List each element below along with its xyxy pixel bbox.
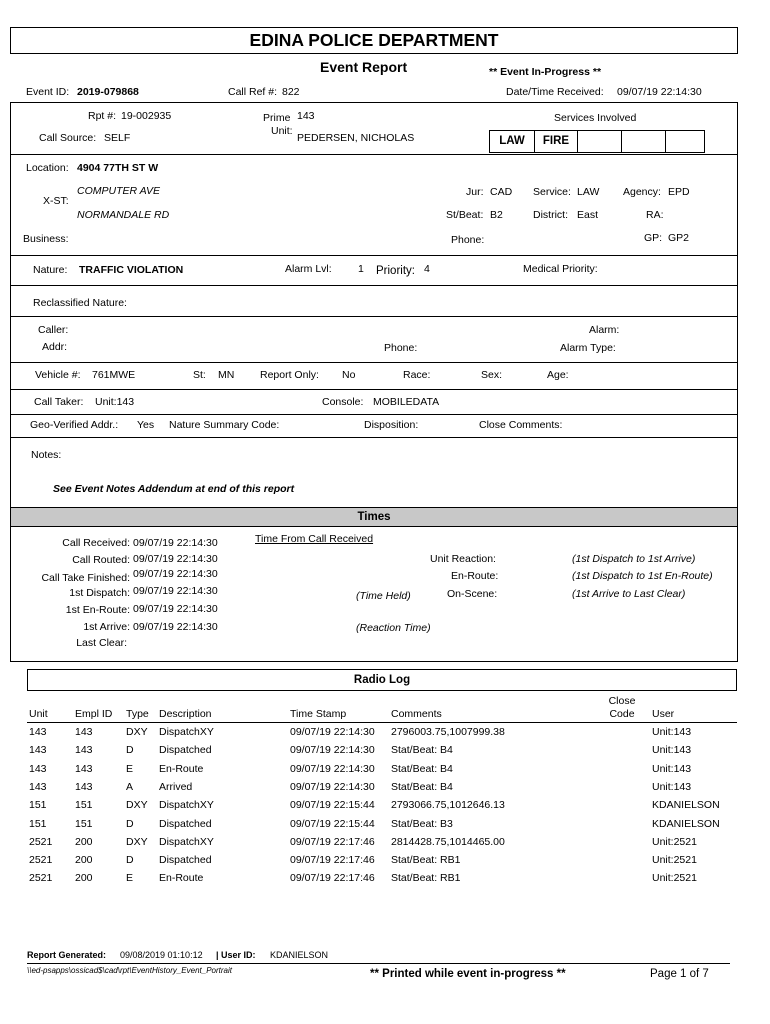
last-clear-label: Last Clear: <box>76 637 127 649</box>
report-generated-label: Report Generated: <box>27 950 107 960</box>
cell-description: DispatchXY <box>159 835 214 848</box>
cell-user: Unit:2521 <box>652 854 697 867</box>
cell-comments: Stat/Beat: B3 <box>391 817 453 830</box>
cell-type: D <box>126 744 134 757</box>
time-held: (Time Held) <box>356 590 411 602</box>
column-unit: Unit <box>29 708 48 720</box>
first-dispatch-label: 1st Dispatch: <box>69 587 130 599</box>
prime-label: Prime <box>263 112 291 124</box>
call-ref: 822 <box>282 86 300 98</box>
divider <box>10 389 738 390</box>
cell-time-stamp: 09/07/19 22:17:46 <box>290 835 375 848</box>
table-row <box>0 781 770 799</box>
service-fire: FIRE <box>534 130 578 153</box>
cell-time-stamp: 09/07/19 22:14:30 <box>290 726 375 738</box>
call-source-label: Call Source: <box>39 132 97 144</box>
divider <box>10 316 738 317</box>
unit-officer: PEDERSEN, NICHOLAS <box>297 132 415 144</box>
call-routed-label: Call Routed: <box>72 554 130 566</box>
divider <box>10 437 738 438</box>
service-law: LAW <box>489 130 535 153</box>
cell-user: KDANIELSON <box>652 817 720 830</box>
table-row <box>0 799 770 817</box>
cell-unit: 151 <box>29 817 47 830</box>
notes-label: Notes: <box>31 449 62 461</box>
service-slot <box>665 130 705 153</box>
cell-user: Unit:143 <box>652 744 692 757</box>
cross-street-1: COMPUTER AVE <box>77 185 161 197</box>
vehicle-label: Vehicle #: <box>35 369 81 381</box>
district-value: East <box>577 209 599 221</box>
cell-unit: 2521 <box>29 872 53 885</box>
cell-empl-id: 200 <box>75 835 93 848</box>
geo-verified-label: Geo-Verified Addr.: <box>30 419 119 431</box>
rpt-label: Rpt #: <box>88 110 117 122</box>
cell-unit: 2521 <box>29 835 53 848</box>
agency-label: Agency: <box>623 186 661 198</box>
datetime-received: 09/07/19 22:14:30 <box>617 86 702 98</box>
close-comments-label: Close Comments: <box>479 419 563 431</box>
cell-time-stamp: 09/07/19 22:14:30 <box>290 744 375 757</box>
column-close: Close <box>608 695 636 707</box>
cell-comments: Stat/Beat: B4 <box>391 744 453 757</box>
cell-time-stamp: 09/07/19 22:17:46 <box>290 872 375 885</box>
cell-type: D <box>126 817 134 830</box>
report-only-label: Report Only: <box>260 369 319 381</box>
gp-label: GP: <box>644 232 663 244</box>
table-row <box>0 854 770 872</box>
event-status-banner: ** Event In-Progress ** <box>489 66 602 78</box>
cell-user: Unit:143 <box>652 762 692 775</box>
divider <box>10 362 738 363</box>
cell-type: D <box>126 854 134 867</box>
state-value: MN <box>218 369 235 381</box>
cell-user: Unit:2521 <box>652 872 697 885</box>
priority-label: Priority: <box>376 265 415 277</box>
reclassified-nature-label: Reclassified Nature: <box>33 297 127 309</box>
time-from-call-received: Time From Call Received <box>255 533 374 545</box>
column-type: Type <box>126 708 149 720</box>
radio-log-header: Radio Log <box>27 669 737 691</box>
phone-label: Phone: <box>451 234 485 246</box>
cell-unit: 143 <box>29 762 47 775</box>
alarm-level-label: Alarm Lvl: <box>285 263 332 275</box>
nature-summary-label: Nature Summary Code: <box>169 419 280 431</box>
district-label: District: <box>533 209 568 221</box>
service-label: Service: <box>533 186 571 198</box>
call-taker: Unit:143 <box>95 396 135 408</box>
cell-empl-id: 200 <box>75 854 93 867</box>
onscene-note: (1st Arrive to Last Clear) <box>572 588 686 600</box>
cross-street-2: NORMANDALE RD <box>77 209 170 221</box>
cell-user: KDANIELSON <box>652 799 720 812</box>
medical-priority-label: Medical Priority: <box>523 263 598 275</box>
console-value: MOBILEDATA <box>373 396 440 408</box>
state-label: St: <box>193 369 206 381</box>
column-user: User <box>652 708 675 720</box>
priority-value: 4 <box>424 263 430 275</box>
location-label: Location: <box>26 162 69 174</box>
column-code: Code <box>609 708 635 720</box>
table-row <box>0 872 770 890</box>
stbeat-label: St/Beat: <box>446 209 484 221</box>
nature-label: Nature: <box>33 264 68 276</box>
console-label: Console: <box>322 396 364 408</box>
first-enroute-label: 1st En-Route: <box>65 604 130 616</box>
call-received-label: Call Received: <box>62 537 130 549</box>
cell-unit: 143 <box>29 726 47 738</box>
call-take-finished-label: Call Take Finished: <box>41 572 130 584</box>
divider <box>10 285 738 286</box>
caller-alarm-label: Alarm: <box>589 324 620 336</box>
cell-unit: 143 <box>29 780 47 793</box>
first-arrive: 09/07/19 22:14:30 <box>133 621 218 633</box>
alarm-type-label: Alarm Type: <box>560 342 616 354</box>
cell-user: Unit:2521 <box>652 835 697 848</box>
cell-type: E <box>126 872 134 885</box>
report-only-value: No <box>342 369 356 381</box>
report-path: \\ed-psapps\ossicad$\cad\rpt\EventHistory_Event_Portrait <box>27 966 232 975</box>
event-id-label: Event ID: <box>26 86 70 98</box>
cell-user: Unit:143 <box>652 780 692 793</box>
column-comments: Comments <box>391 708 442 720</box>
table-row <box>0 818 770 836</box>
reaction-time: (Reaction Time) <box>356 622 431 634</box>
cell-description: Dispatched <box>159 854 212 867</box>
radio-log-header-rule <box>27 722 737 723</box>
cell-time-stamp: 09/07/19 22:15:44 <box>290 817 375 830</box>
cell-description: DispatchXY <box>159 799 214 812</box>
first-enroute: 09/07/19 22:14:30 <box>133 603 218 615</box>
service-value: LAW <box>577 186 600 198</box>
cell-empl-id: 151 <box>75 799 93 812</box>
cell-empl-id: 143 <box>75 780 93 793</box>
alarm-level: 1 <box>358 263 364 275</box>
cell-comments: 2793066.75,1012646.13 <box>391 799 505 812</box>
enroute-label: En-Route: <box>451 570 499 582</box>
services-involved-label: Services Involved <box>554 112 637 124</box>
gp-value: GP2 <box>668 232 690 244</box>
agency-value: EPD <box>668 186 690 198</box>
cell-comments: Stat/Beat: B4 <box>391 780 453 793</box>
cell-time-stamp: 09/07/19 22:14:30 <box>290 762 375 775</box>
unit-reaction-note: (1st Dispatch to 1st Arrive) <box>572 553 696 565</box>
report-title: Event Report <box>320 59 408 75</box>
service-slot <box>577 130 622 153</box>
geo-verified-value: Yes <box>137 419 155 431</box>
cell-type: E <box>126 762 134 775</box>
cell-comments: Stat/Beat: B4 <box>391 762 453 775</box>
unit-reaction-label: Unit Reaction: <box>430 553 496 565</box>
call-received: 09/07/19 22:14:30 <box>133 537 218 549</box>
call-routed: 09/07/19 22:14:30 <box>133 553 218 565</box>
call-ref-label: Call Ref #: <box>228 86 278 98</box>
vehicle-plate: 761MWE <box>92 369 136 381</box>
cell-description: En-Route <box>159 762 204 775</box>
cell-comments: 2814428.75,1014465.00 <box>391 835 505 848</box>
first-arrive-label: 1st Arrive: <box>83 621 130 633</box>
cell-user: Unit:143 <box>652 726 692 738</box>
enroute-note: (1st Dispatch to 1st En-Route) <box>572 570 713 582</box>
caller-label: Caller: <box>38 324 69 336</box>
page-number: Page 1 of 7 <box>650 968 709 980</box>
cell-comments: Stat/Beat: RB1 <box>391 854 461 867</box>
cell-unit: 143 <box>29 744 47 757</box>
xst-label: X-ST: <box>43 195 69 207</box>
column-time-stamp: Time Stamp <box>290 708 347 720</box>
cell-description: Dispatched <box>159 817 212 830</box>
column-empl-id: Empl ID <box>75 708 113 720</box>
times-section-header: Times <box>10 507 738 527</box>
table-row <box>0 744 770 762</box>
cell-comments: 2796003.75,1007999.38 <box>391 726 505 738</box>
cell-empl-id: 200 <box>75 872 93 885</box>
cell-unit: 2521 <box>29 854 53 867</box>
cell-description: Arrived <box>159 780 193 793</box>
notes-addendum: See Event Notes Addendum at end of this report <box>53 483 295 495</box>
cell-type: DXY <box>126 726 148 738</box>
call-take-finished: 09/07/19 22:14:30 <box>133 568 218 580</box>
table-row <box>0 726 770 744</box>
nature-value: TRAFFIC VIOLATION <box>79 264 184 276</box>
printed-note: ** Printed while event in-progress ** <box>370 968 566 980</box>
cell-empl-id: 143 <box>75 762 93 775</box>
event-id: 2019-079868 <box>77 86 139 98</box>
cell-description: DispatchXY <box>159 726 214 738</box>
first-dispatch: 09/07/19 22:14:30 <box>133 585 218 597</box>
department-title: EDINA POLICE DEPARTMENT <box>249 30 499 50</box>
call-source: SELF <box>104 132 131 144</box>
cell-description: Dispatched <box>159 744 212 757</box>
cell-unit: 151 <box>29 799 47 812</box>
cell-empl-id: 143 <box>75 726 93 738</box>
cell-time-stamp: 09/07/19 22:15:44 <box>290 799 375 812</box>
divider <box>10 414 738 415</box>
user-id: KDANIELSON <box>270 950 329 960</box>
age-label: Age: <box>547 369 569 381</box>
business-label: Business: <box>23 233 69 245</box>
onscene-label: On-Scene: <box>447 588 498 600</box>
jur-label: Jur: <box>466 186 484 198</box>
cell-empl-id: 143 <box>75 744 93 757</box>
jurisdiction: CAD <box>490 186 513 198</box>
cell-type: DXY <box>126 799 148 812</box>
column-description: Description <box>159 708 212 720</box>
service-slot <box>621 130 666 153</box>
report-generated: 09/08/2019 01:10:12 <box>120 950 203 960</box>
footer-rule <box>27 963 730 964</box>
user-id-label: | User ID: <box>216 950 256 960</box>
cell-empl-id: 151 <box>75 817 93 830</box>
divider <box>10 255 738 256</box>
divider <box>10 154 738 155</box>
rpt-number: 19-002935 <box>121 110 172 122</box>
cell-time-stamp: 09/07/19 22:14:30 <box>290 780 375 793</box>
table-row <box>0 763 770 781</box>
cell-time-stamp: 09/07/19 22:17:46 <box>290 854 375 867</box>
cell-comments: Stat/Beat: RB1 <box>391 872 461 885</box>
datetime-received-label: Date/Time Received: <box>506 86 604 98</box>
addr-label: Addr: <box>42 341 68 353</box>
cell-description: En-Route <box>159 872 204 885</box>
disposition-label: Disposition: <box>364 419 419 431</box>
cell-type: DXY <box>126 835 148 848</box>
table-row <box>0 836 770 854</box>
race-label: Race: <box>403 369 431 381</box>
unit-label: Unit: <box>271 125 293 137</box>
prime-unit: 143 <box>297 110 315 122</box>
location-address: 4904 77TH ST W <box>77 162 159 174</box>
cell-type: A <box>126 780 134 793</box>
sex-label: Sex: <box>481 369 503 381</box>
call-taker-label: Call Taker: <box>34 396 84 408</box>
ra-label: RA: <box>646 209 664 221</box>
caller-phone-label: Phone: <box>384 342 418 354</box>
stbeat: B2 <box>490 209 503 221</box>
